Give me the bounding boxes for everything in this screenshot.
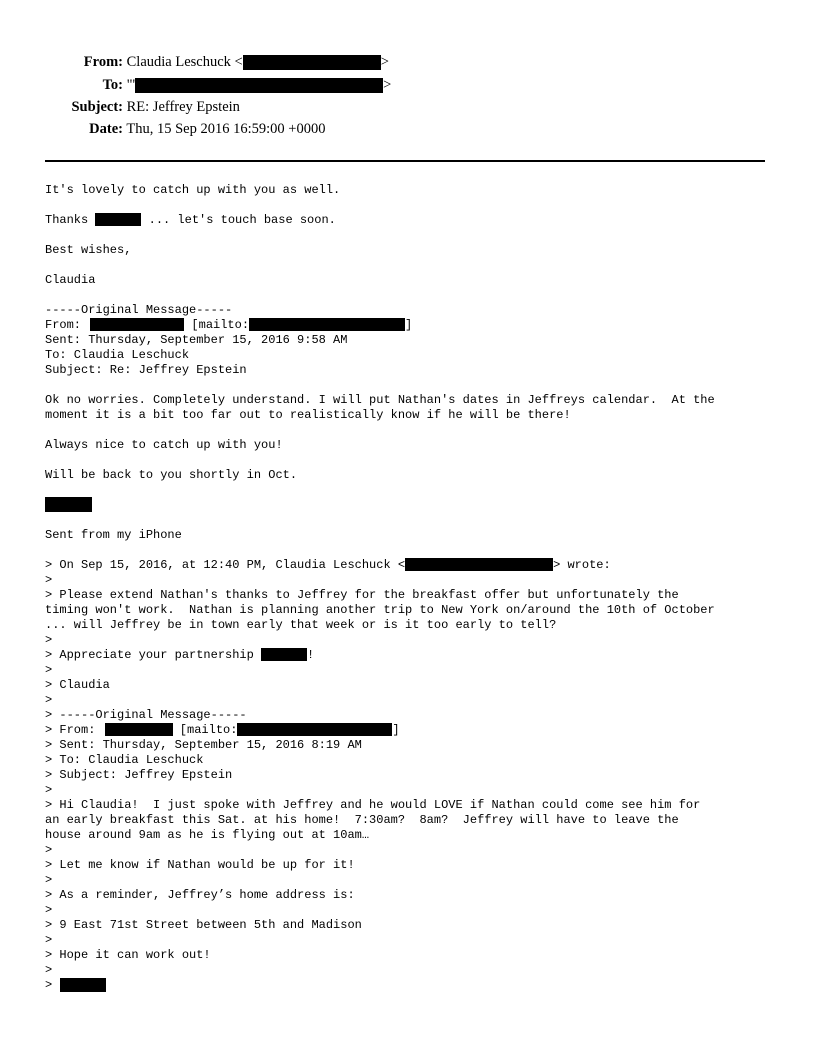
mailto-text: [mailto: bbox=[184, 318, 250, 332]
header-date-row bbox=[45, 120, 325, 138]
redacted-name bbox=[261, 648, 307, 661]
body-line: Sent from my iPhone bbox=[45, 528, 182, 542]
quoted-original-divider: > -----Original Message----- bbox=[45, 708, 247, 722]
mailto-close: ] bbox=[392, 723, 400, 737]
quote-marker: > bbox=[45, 933, 53, 947]
redacted-signature bbox=[45, 497, 92, 512]
header-from-row bbox=[45, 53, 389, 71]
body-line: > Hi Claudia! I just spoke with Jeffrey and he would LOVE if Nathan could come see him for bbox=[45, 798, 701, 812]
date-value: Thu, 15 Sep 2016 16:59:00 +0000 bbox=[126, 121, 326, 137]
mailto-text: [mailto: bbox=[172, 723, 238, 737]
redacted-email bbox=[249, 318, 405, 331]
body-line: Will be back to you shortly in Oct. bbox=[45, 468, 298, 482]
subject-label: Subject: bbox=[71, 99, 123, 115]
body-line: Always nice to catch up with you! bbox=[45, 438, 283, 452]
header-divider bbox=[45, 160, 765, 162]
orig-to-line: To: Claudia Leschuck bbox=[45, 348, 190, 362]
redacted-email bbox=[237, 723, 392, 736]
body-line: an early breakfast this Sat. at his home! 7:30am? 8am? Jeffrey will have to leave the bbox=[45, 813, 679, 827]
quote-marker: > bbox=[45, 963, 53, 977]
quoted-to-line: > To: Claudia Leschuck bbox=[45, 753, 204, 767]
orig-from-line bbox=[45, 318, 412, 333]
quoted-on-text: > On Sep 15, 2016, at 12:40 PM, Claudia Leschuck < bbox=[45, 558, 406, 572]
from-text: From: bbox=[45, 318, 89, 332]
body-line-thanks bbox=[45, 213, 336, 228]
quote-marker: > bbox=[45, 873, 53, 887]
body-line: > Hope it can work out! bbox=[45, 948, 211, 962]
quoted-signature-line bbox=[45, 978, 106, 993]
date-label: Date: bbox=[89, 121, 123, 137]
quote-prefix: > bbox=[45, 978, 60, 993]
body-line: moment it is a bit too far out to realistically know if he will be there! bbox=[45, 408, 571, 422]
redacted-signature bbox=[60, 978, 106, 992]
quote-marker: > bbox=[45, 843, 53, 857]
from-label: From: bbox=[83, 54, 123, 70]
redacted-email bbox=[243, 55, 381, 70]
redacted-recipient bbox=[135, 78, 383, 93]
body-line: Claudia bbox=[45, 273, 96, 287]
thanks-text: Thanks bbox=[45, 213, 96, 227]
signature-line bbox=[45, 497, 92, 513]
to-label: To: bbox=[102, 77, 123, 93]
quote-marker: > bbox=[45, 633, 53, 647]
quote-marker: > bbox=[45, 573, 53, 587]
body-line: Best wishes, bbox=[45, 243, 132, 257]
orig-sent-line: Sent: Thursday, September 15, 2016 9:58 AM bbox=[45, 333, 348, 347]
original-message-divider: -----Original Message----- bbox=[45, 303, 233, 317]
subject-value: RE: Jeffrey Epstein bbox=[126, 99, 240, 115]
to-close: > bbox=[383, 77, 392, 93]
redacted-name bbox=[95, 213, 141, 226]
quote-marker: > bbox=[45, 903, 53, 917]
orig-subject-line: Subject: Re: Jeffrey Epstein bbox=[45, 363, 247, 377]
appreciate-text: > Appreciate your partnership bbox=[45, 648, 262, 662]
quoted-on-line bbox=[45, 558, 611, 573]
quoted-appreciate-line bbox=[45, 648, 314, 663]
appreciate-end: ! bbox=[307, 648, 315, 662]
mailto-close: ] bbox=[405, 318, 413, 332]
quoted-wrote: > wrote: bbox=[553, 558, 611, 572]
from-text: > From: bbox=[45, 723, 103, 737]
redacted-email bbox=[405, 558, 553, 571]
body-line: Ok no worries. Completely understand. I will put Nathan's dates in Jeffreys calendar. At the bbox=[45, 393, 715, 407]
quote-marker: > bbox=[45, 783, 53, 797]
quote-marker: > bbox=[45, 663, 53, 677]
body-line: house around 9am as he is flying out at 10am… bbox=[45, 828, 370, 842]
header-to-row bbox=[45, 76, 391, 94]
quoted-subject-line: > Subject: Jeffrey Epstein bbox=[45, 768, 233, 782]
body-line: It's lovely to catch up with you as well. bbox=[45, 183, 341, 197]
from-close: > bbox=[380, 54, 389, 70]
header-subject-row bbox=[45, 98, 240, 116]
quote-marker: > bbox=[45, 693, 53, 707]
to-open: "' bbox=[126, 77, 136, 93]
redacted-sender bbox=[90, 318, 184, 331]
body-line: > 9 East 71st Street between 5th and Madison bbox=[45, 918, 362, 932]
quoted-from-line bbox=[45, 723, 400, 738]
thanks-rest: ... let's touch base soon. bbox=[141, 213, 336, 227]
body-line: > Claudia bbox=[45, 678, 110, 692]
body-line: ... will Jeffrey be in town early that week or is it too early to tell? bbox=[45, 618, 557, 632]
body-line: > Please extend Nathan's thanks to Jeffrey for the breakfast offer but unfortunately the bbox=[45, 588, 679, 602]
redacted-sender bbox=[105, 723, 173, 736]
body-line: > Let me know if Nathan would be up for it! bbox=[45, 858, 355, 872]
body-line: timing won't work. Nathan is planning another trip to New York on/around the 10th of October bbox=[45, 603, 715, 617]
body-line: > As a reminder, Jeffrey’s home address is: bbox=[45, 888, 355, 902]
quoted-sent-line: > Sent: Thursday, September 15, 2016 8:19 AM bbox=[45, 738, 362, 752]
from-name: Claudia Leschuck < bbox=[126, 54, 243, 70]
